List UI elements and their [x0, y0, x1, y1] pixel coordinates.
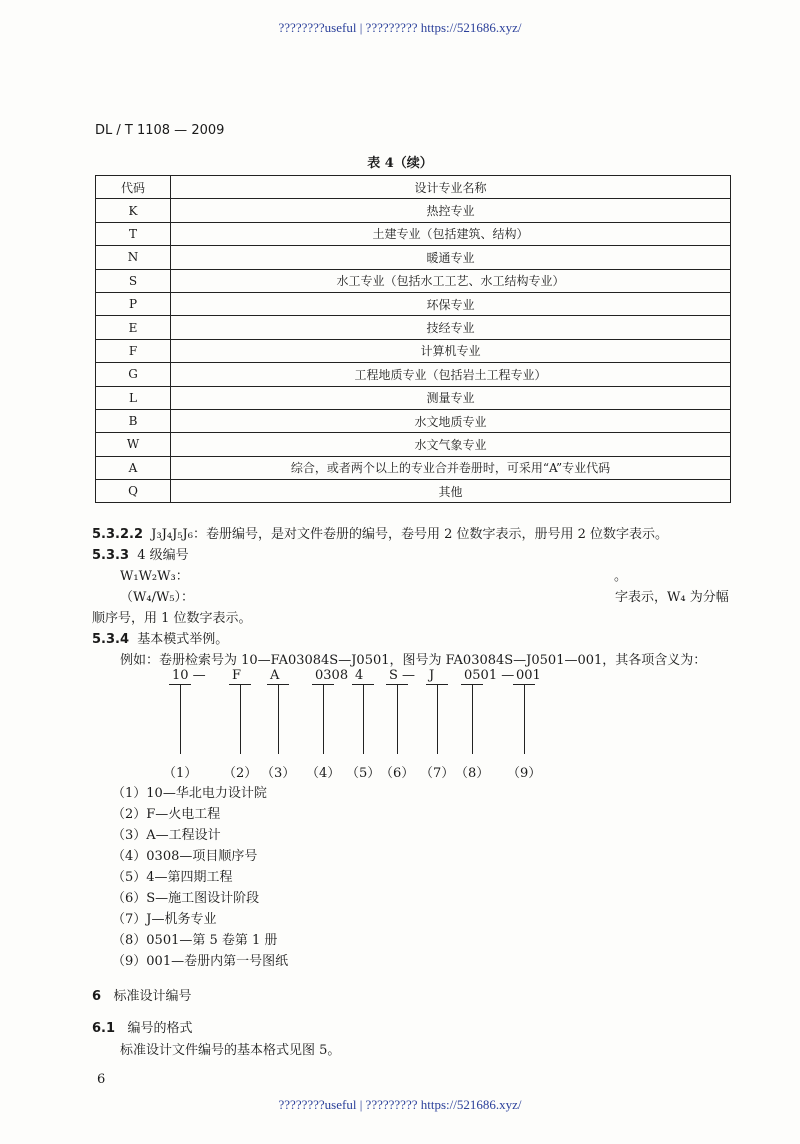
connector-line — [437, 684, 438, 754]
segment-number: （4） — [306, 766, 341, 781]
connector-line — [363, 684, 364, 754]
table-title: 表 4（续） — [367, 156, 433, 171]
code-segment: 0501 — — [464, 668, 515, 683]
segment-number: （3） — [261, 766, 296, 781]
connector-line — [397, 684, 398, 754]
code-segment: S — — [389, 668, 416, 683]
section-number: 5.3.4 — [92, 632, 130, 647]
section-number: 6.1 — [92, 1021, 116, 1036]
name-cell: 环保专业 — [171, 292, 731, 315]
w45-label: （W₄/W₅）： — [120, 590, 195, 605]
code-cell: P — [96, 292, 171, 315]
table-row — [96, 316, 731, 339]
meaning-item: （2）F—火电工程 — [112, 807, 221, 822]
connector-line — [472, 684, 473, 754]
w45-end: 字表示，W₄ 为分幅 — [615, 590, 729, 605]
section-heading: 基本模式举例。 — [137, 632, 229, 647]
section-text: J₃J₄J₅J₆：卷册编号，是对文件卷册的编号，卷号用 2 位数字表示，册号用 2 位数字表示。 — [151, 527, 669, 542]
watermark-top[interactable]: ????????useful | ????????? https://521686.xyz/ — [278, 20, 522, 35]
table-row — [96, 480, 731, 503]
code-segment: 001 — [516, 668, 541, 683]
name-cell: 技经专业 — [171, 316, 731, 339]
segment-number: （5） — [346, 766, 381, 781]
code-segment: F — [232, 668, 242, 683]
connector-line — [278, 684, 279, 754]
code-cell: E — [96, 316, 171, 339]
connector-line — [240, 684, 241, 754]
table-row — [96, 292, 731, 315]
table-row — [96, 363, 731, 386]
name-cell: 测量专业 — [171, 386, 731, 409]
section-number: 5.3.2.2 — [92, 527, 143, 542]
code-cell: Q — [96, 480, 171, 503]
table-row — [96, 269, 731, 292]
doc-code: DL / T 1108 — 2009 — [95, 123, 225, 138]
section-body: 标准设计文件编号的基本格式见图 5。 — [120, 1043, 341, 1058]
segment-number: （9） — [507, 766, 542, 781]
header-name: 设计专业名称 — [171, 176, 731, 199]
name-cell: 计算机专业 — [171, 339, 731, 362]
code-cell: B — [96, 409, 171, 432]
meaning-item: （4）0308—项目顺序号 — [112, 849, 258, 864]
code-segment: J — [429, 668, 435, 683]
header-code: 代码 — [96, 176, 171, 199]
code-cell: S — [96, 269, 171, 292]
table-row — [96, 409, 731, 432]
name-cell: 热控专业 — [171, 199, 731, 222]
section-heading: 4 级编号 — [137, 548, 189, 563]
table-row — [96, 246, 731, 269]
w123-label: W₁W₂W₃： — [120, 569, 189, 584]
section-heading: 标准设计编号 — [113, 989, 192, 1004]
code-cell: L — [96, 386, 171, 409]
segment-number: （7） — [420, 766, 455, 781]
connector-line — [323, 684, 324, 754]
table-row — [96, 339, 731, 362]
connector-line — [180, 684, 181, 754]
meaning-item: （8）0501—第 5 卷第 1 册 — [112, 933, 278, 948]
name-cell: 暖通专业 — [171, 246, 731, 269]
name-cell: 综合，或者两个以上的专业合并卷册时，可采用“A”专业代码 — [171, 456, 731, 479]
table-row — [96, 456, 731, 479]
code-segment: 4 — [355, 668, 364, 683]
segment-number: （1） — [163, 766, 198, 781]
meaning-item: （6）S—施工图设计阶段 — [112, 891, 260, 906]
section-number: 6 — [92, 989, 102, 1004]
code-cell: K — [96, 199, 171, 222]
page-number: 6 — [97, 1072, 106, 1087]
code-cell: W — [96, 433, 171, 456]
connector-line — [524, 684, 525, 754]
code-segment: 0308 — [315, 668, 349, 683]
table-row — [96, 222, 731, 245]
code-cell: T — [96, 222, 171, 245]
name-cell: 其他 — [171, 480, 731, 503]
w45-continued: 顺序号，用 1 位数字表示。 — [92, 611, 252, 626]
meaning-item: （7）J—机务专业 — [112, 912, 217, 927]
name-cell: 水工专业（包括水工工艺、水工结构专业） — [171, 269, 731, 292]
segment-number: （6） — [380, 766, 415, 781]
watermark-bottom[interactable]: ????????useful | ????????? https://521686.xyz/ — [278, 1097, 522, 1112]
code-cell: A — [96, 456, 171, 479]
name-cell: 土建专业（包括建筑、结构） — [171, 222, 731, 245]
name-cell: 工程地质专业（包括岩土工程专业） — [171, 363, 731, 386]
segment-number: （8） — [455, 766, 490, 781]
code-cell: F — [96, 339, 171, 362]
discipline-code-table — [95, 175, 731, 503]
code-segment: A — [270, 668, 280, 683]
section-heading: 编号的格式 — [127, 1021, 193, 1036]
table-row — [96, 199, 731, 222]
name-cell: 水文气象专业 — [171, 433, 731, 456]
name-cell: 水文地质专业 — [171, 409, 731, 432]
meaning-item: （3）A—工程设计 — [112, 828, 221, 843]
meaning-item: （1）10—华北电力设计院 — [112, 786, 267, 801]
table-row — [96, 386, 731, 409]
table-row — [96, 433, 731, 456]
meaning-item: （5）4—第四期工程 — [112, 870, 233, 885]
code-cell: G — [96, 363, 171, 386]
w123-end: 。 — [614, 569, 628, 584]
example-text: 例如：卷册检索号为 10—FA03084S—J0501，图号为 FA03084S—J0501—001，其各项含义为： — [120, 653, 707, 668]
code-cell: N — [96, 246, 171, 269]
meaning-item: （9）001—卷册内第一号图纸 — [112, 954, 289, 969]
segment-number: （2） — [223, 766, 258, 781]
section-number: 5.3.3 — [92, 548, 130, 563]
code-segment: 10 — — [172, 668, 206, 683]
